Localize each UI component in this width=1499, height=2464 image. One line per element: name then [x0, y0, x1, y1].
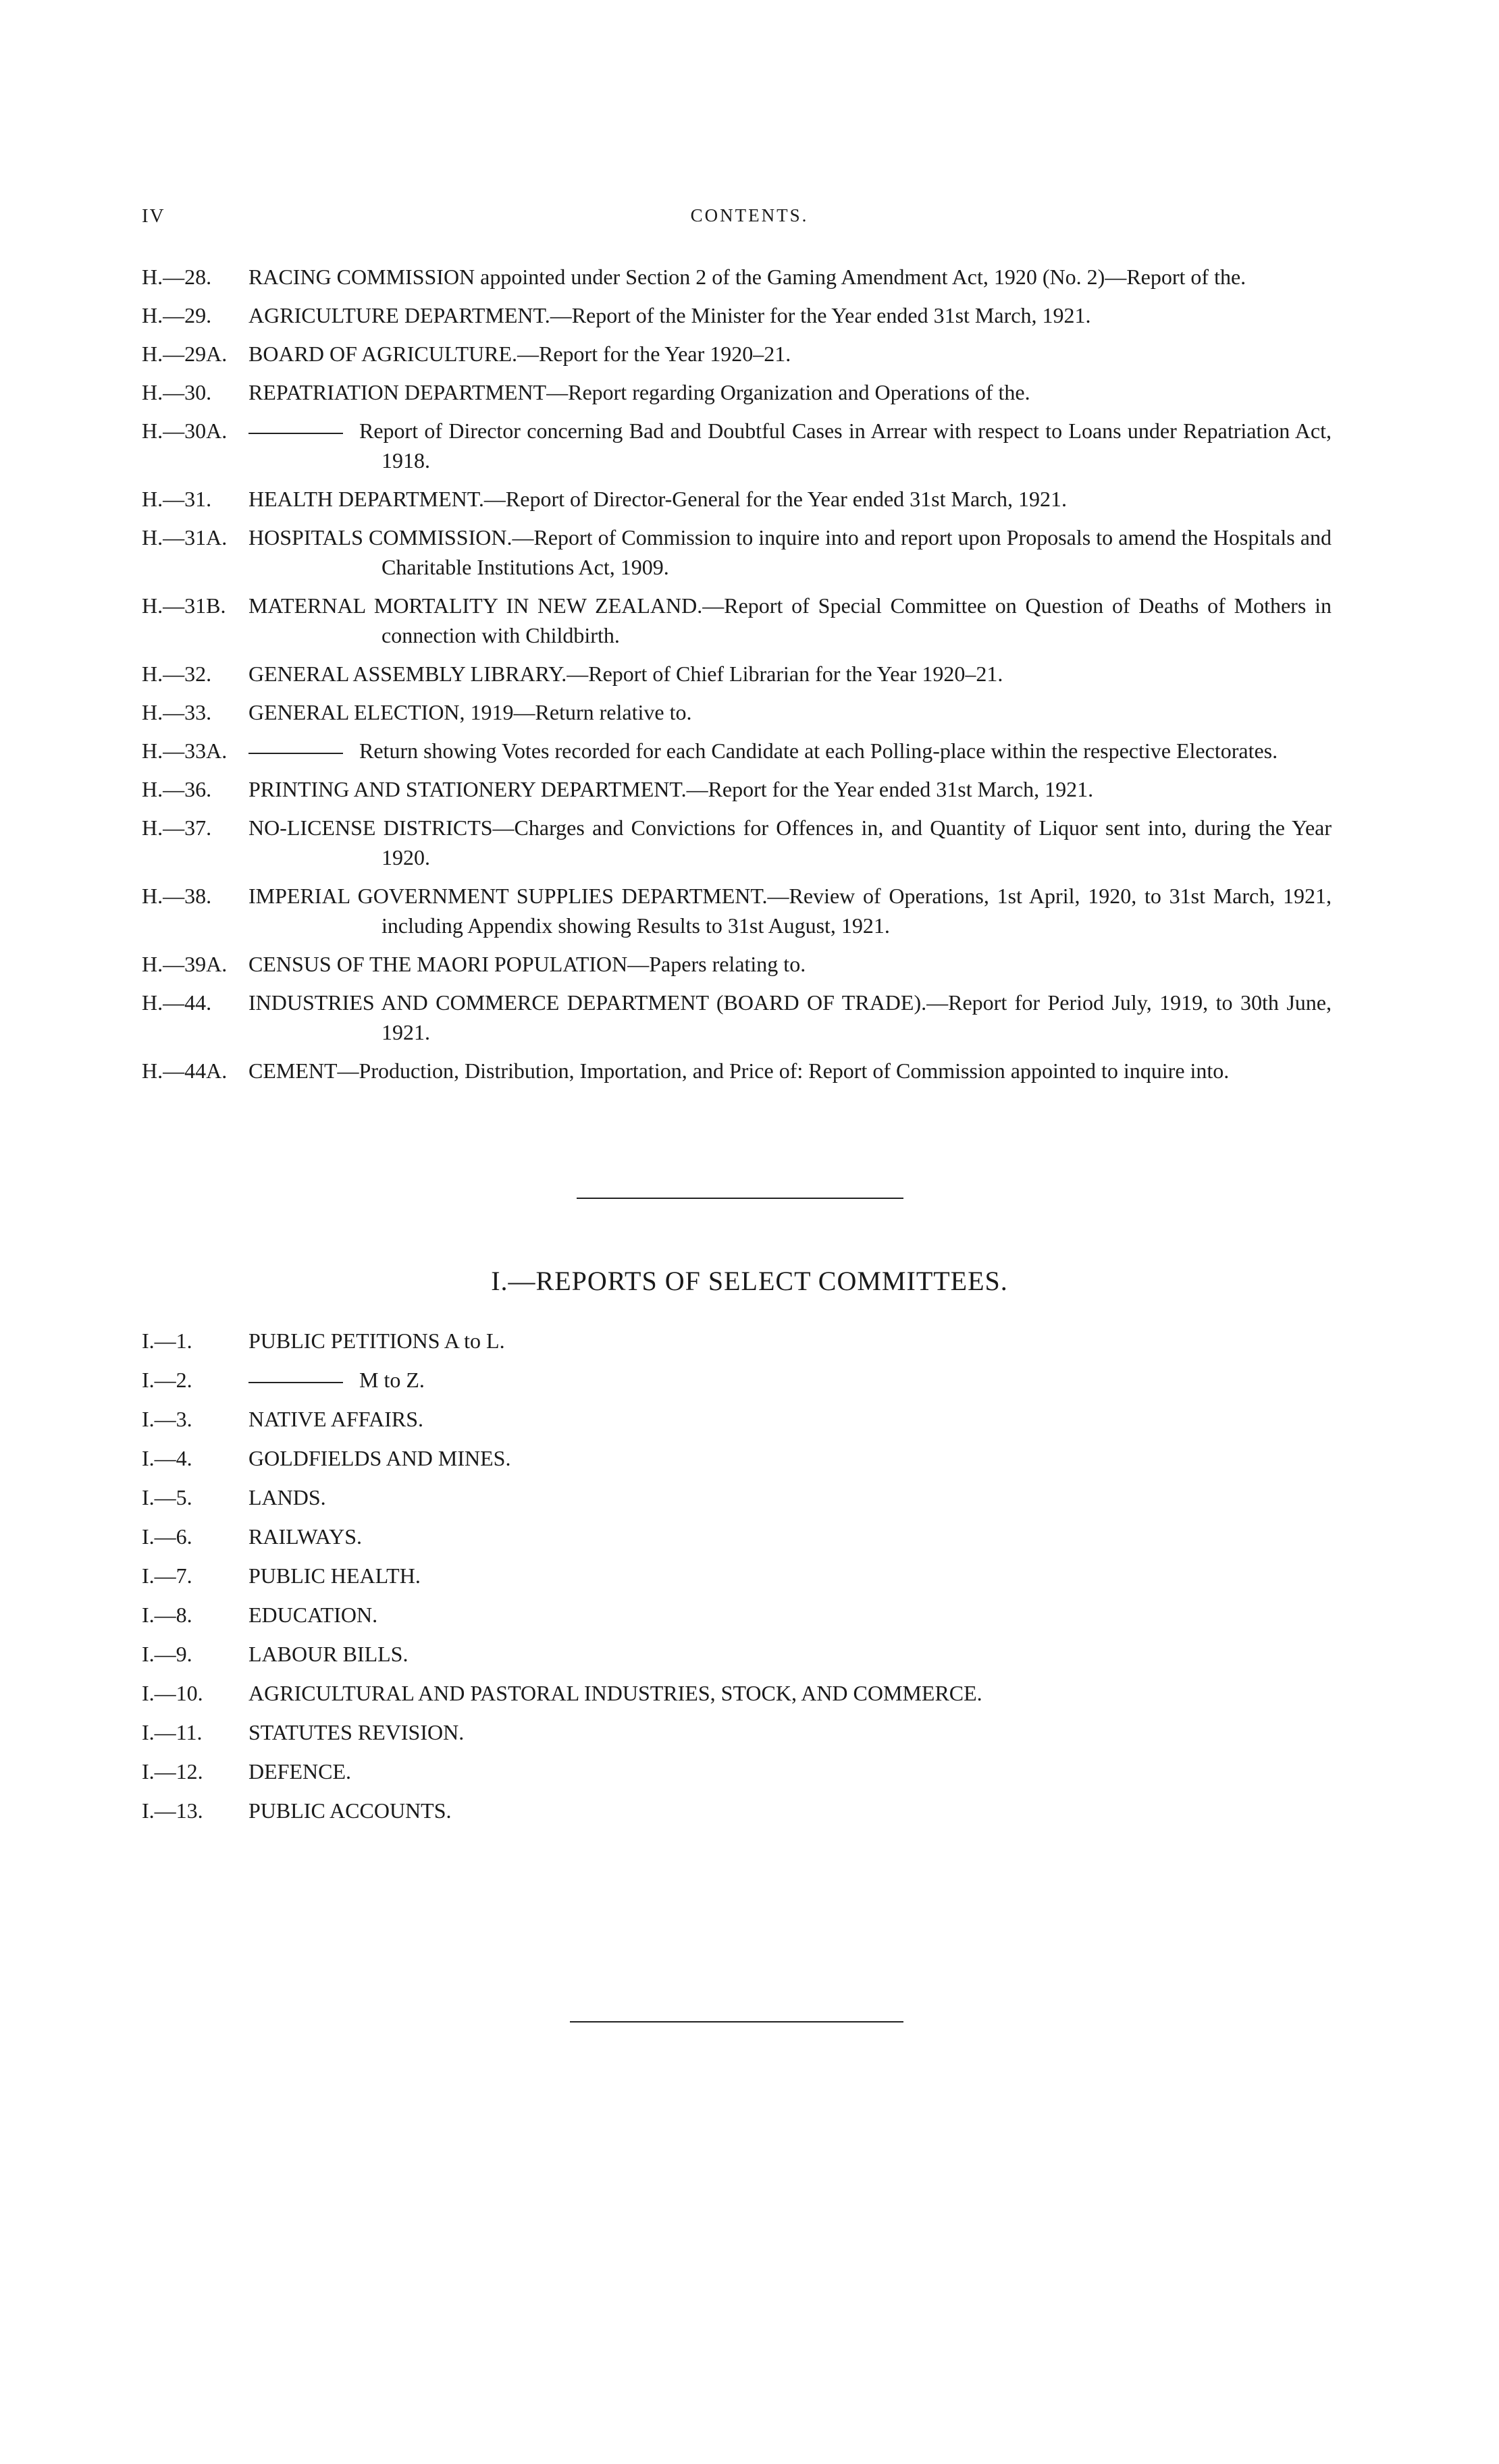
committee-entry	[142, 1326, 1290, 1365]
committee-reference: I.—9.	[142, 1642, 192, 1666]
contents-entry	[142, 988, 1332, 1047]
committee-reference: I.—5.	[142, 1485, 192, 1509]
entry-title: HOSPITALS COMMISSION.—Report of Commission to inquire into and report upon Proposals to amend the Hospitals and Charitable Institutions Act, 1909.	[248, 525, 1332, 579]
section-heading: I.—REPORTS OF SELECT COMMITTEES.	[491, 1266, 1008, 1296]
committee-entry	[142, 1404, 1290, 1443]
contents-entry	[142, 659, 1332, 689]
committee-entry	[142, 1600, 1290, 1639]
committee-title: RAILWAYS.	[248, 1524, 363, 1549]
entry-reference: H.—33.	[142, 700, 212, 724]
page-number: IV	[142, 205, 165, 227]
entry-reference: H.—29.	[142, 303, 212, 327]
committee-entry	[142, 1757, 1290, 1796]
entry-title: INDUSTRIES AND COMMERCE DEPARTMENT (BOARD OF TRADE).—Report for Period July, 1919, to 30th June, 1921.	[248, 990, 1332, 1044]
committee-title: NATIVE AFFAIRS.	[248, 1407, 423, 1431]
committee-title: AGRICULTURAL AND PASTORAL INDUSTRIES, STOCK, AND COMMERCE.	[248, 1681, 982, 1705]
contents-entry	[142, 484, 1332, 514]
committee-entry	[142, 1717, 1290, 1757]
committee-reference: I.—3.	[142, 1407, 192, 1431]
ditto-rule	[248, 1382, 343, 1383]
entry-title: HEALTH DEPARTMENT.—Report of Director-General for the Year ended 31st March, 1921.	[248, 487, 1067, 511]
committee-title: PUBLIC HEALTH.	[248, 1563, 421, 1588]
entry-reference: H.—37.	[142, 815, 212, 840]
closing-divider	[570, 2021, 903, 2023]
entry-reference: H.—33A.	[142, 739, 228, 763]
entry-reference: H.—30.	[142, 380, 212, 404]
entry-title: PRINTING AND STATIONERY DEPARTMENT.—Report for the Year ended 31st March, 1921.	[248, 777, 1094, 801]
entry-reference: H.—30A.	[142, 419, 228, 443]
entry-reference: H.—44A.	[142, 1059, 228, 1083]
committee-reference: I.—4.	[142, 1446, 192, 1470]
contents-entry	[142, 262, 1332, 292]
contents-entry	[142, 523, 1332, 582]
committee-reference: I.—11.	[142, 1720, 203, 1744]
running-head: CONTENTS.	[690, 205, 809, 225]
committee-entry	[142, 1522, 1290, 1561]
entry-reference: H.—38.	[142, 884, 212, 908]
contents-list	[142, 262, 1332, 1094]
entry-title	[248, 736, 1332, 766]
committee-reference: I.—6.	[142, 1524, 192, 1549]
entry-reference: H.—28.	[142, 265, 212, 289]
committee-entry	[142, 1482, 1290, 1522]
entry-title: RACING COMMISSION appointed under Section 2 of the Gaming Amendment Act, 1920 (No. 2)—Report of the.	[248, 265, 1246, 289]
entry-title: MATERNAL MORTALITY IN NEW ZEALAND.—Report of Special Committee on Question of Deaths of Mothers in connection with Childbirth.	[248, 593, 1332, 647]
entry-title: GENERAL ASSEMBLY LIBRARY.—Report of Chief Librarian for the Year 1920–21.	[248, 662, 1003, 686]
ditto-rule	[248, 753, 343, 754]
committee-reference: I.—8.	[142, 1603, 192, 1627]
committee-list	[142, 1326, 1290, 1835]
contents-entry	[142, 377, 1332, 407]
entry-title: CEMENT—Production, Distribution, Importation, and Price of: Report of Commission appointed to inquire into.	[248, 1059, 1230, 1083]
contents-entry	[142, 697, 1332, 727]
entry-title	[248, 416, 1332, 475]
contents-entry	[142, 591, 1332, 650]
committee-title: LANDS.	[248, 1485, 326, 1509]
entry-reference: H.—36.	[142, 777, 212, 801]
entry-title: AGRICULTURE DEPARTMENT.—Report of the Minister for the Year ended 31st March, 1921.	[248, 303, 1091, 327]
committee-reference: I.—13.	[142, 1798, 203, 1823]
committee-title: LABOUR BILLS.	[248, 1642, 409, 1666]
committee-title: STATUTES REVISION.	[248, 1720, 465, 1744]
entry-title-text: Return showing Votes recorded for each Candidate at each Polling-place within the respective Electorates.	[359, 739, 1278, 763]
contents-entry	[142, 1056, 1332, 1086]
committee-title: PUBLIC PETITIONS A to L.	[248, 1329, 505, 1353]
committee-entry	[142, 1365, 1290, 1404]
entry-reference: H.—32.	[142, 662, 212, 686]
entry-title: BOARD OF AGRICULTURE.—Report for the Year 1920–21.	[248, 342, 791, 366]
entry-reference: H.—39A.	[142, 952, 228, 976]
committee-entry	[142, 1796, 1290, 1835]
committee-reference: I.—2.	[142, 1368, 192, 1392]
committee-title: M to Z.	[359, 1368, 425, 1392]
committee-entry	[142, 1639, 1290, 1678]
entry-reference: H.—29A.	[142, 342, 228, 366]
committee-reference: I.—10.	[142, 1681, 203, 1705]
committee-title: PUBLIC ACCOUNTS.	[248, 1798, 452, 1823]
contents-entry	[142, 300, 1332, 330]
section-divider	[577, 1198, 903, 1199]
entry-title: NO-LICENSE DISTRICTS—Charges and Convictions for Offences in, and Quantity of Liquor sent into, during the Year 1920.	[248, 815, 1332, 869]
committee-title: EDUCATION.	[248, 1603, 378, 1627]
committee-reference: I.—7.	[142, 1563, 192, 1588]
entry-title-text: Report of Director concerning Bad and Doubtful Cases in Arrear with respect to Loans under Repatriation Act, 1918.	[359, 419, 1332, 473]
committee-reference: I.—12.	[142, 1759, 203, 1784]
entry-title: CENSUS OF THE MAORI POPULATION—Papers relating to.	[248, 952, 806, 976]
entry-reference: H.—31B.	[142, 593, 226, 618]
contents-entry	[142, 736, 1332, 766]
entry-reference: H.—44.	[142, 990, 212, 1015]
entry-title: IMPERIAL GOVERNMENT SUPPLIES DEPARTMENT.—Review of Operations, 1st April, 1920, to 31st March, 1921, including Appendix showing Results to 31st August, 1921.	[248, 884, 1332, 938]
contents-entry	[142, 813, 1332, 872]
contents-entry	[142, 774, 1332, 804]
contents-entry	[142, 339, 1332, 369]
committee-reference: I.—1.	[142, 1329, 192, 1353]
entry-reference: H.—31.	[142, 487, 212, 511]
committee-title: DEFENCE.	[248, 1759, 351, 1784]
entry-title: REPATRIATION DEPARTMENT—Report regarding Organization and Operations of the.	[248, 380, 1030, 404]
contents-entry	[142, 949, 1332, 979]
committee-entry	[142, 1561, 1290, 1600]
entry-title: GENERAL ELECTION, 1919—Return relative to.	[248, 700, 692, 724]
ditto-rule	[248, 433, 343, 434]
committee-title: GOLDFIELDS AND MINES.	[248, 1446, 511, 1470]
entry-reference: H.—31A.	[142, 525, 228, 550]
committee-entry	[142, 1443, 1290, 1482]
contents-entry	[142, 416, 1332, 475]
committee-entry	[142, 1678, 1290, 1717]
contents-entry	[142, 881, 1332, 940]
